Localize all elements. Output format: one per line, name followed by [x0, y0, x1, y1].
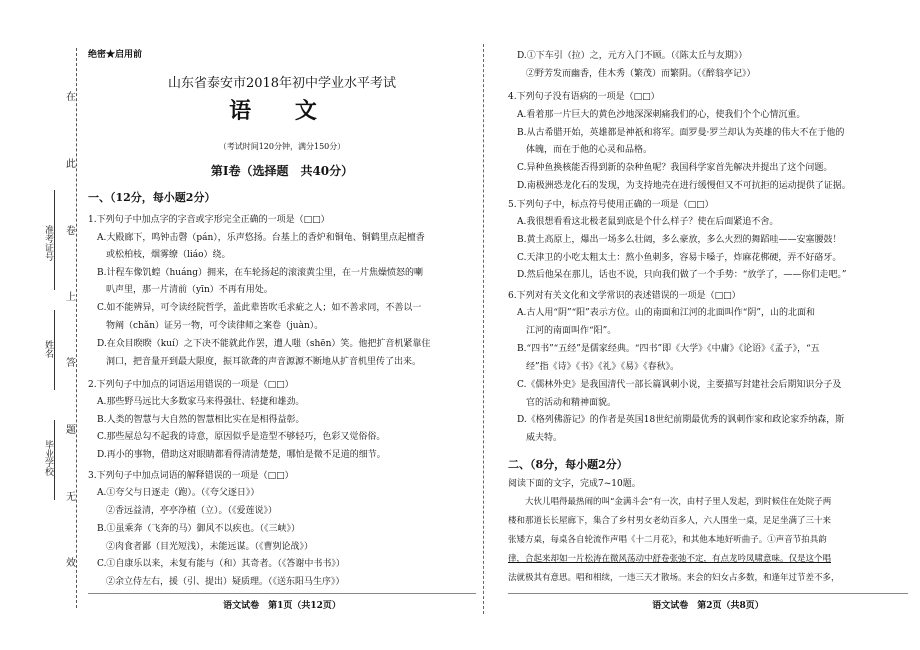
question-line: B.黄土高原上，爆出一场多么壮阔，多么豪放，多么火烈的舞蹈哇——安塞腰鼓！: [508, 235, 842, 245]
part-title: 第Ⅰ卷（选择题 共40分）: [210, 164, 354, 178]
question-line: A.大殿廊下，鸣钟击磬（pán），乐声悠扬。台基上的香炉和铜龟、铜鹤里点起檀香: [88, 233, 425, 243]
question-line: B.计程车像饥蝗（huáng）拥来，在车轮扬起的滚滚黄尘里，在一片焦燥愤怒的喇: [88, 268, 423, 278]
passage-line-underlined: 律，合起来却如一片松涛在微风荡动中舒卷张弛不定，有点龙吟凤啸意味。仅是这个唱: [508, 554, 832, 564]
question-line: 3.下列句子中加点词语的解释错误的一项是（□□）: [88, 471, 294, 481]
passage-line: 大伙儿唱得最热闹的叫“金满斗会”有一次，由村子里人发起，到时候住在处院子两: [508, 497, 832, 507]
footer-rule: [88, 593, 476, 594]
question-line: 6.下列对有关文化和文学常识的表述错误的一项是（□□）: [508, 291, 741, 301]
section-1-heading: 一、（12分，每小题2分）: [88, 191, 216, 204]
question-line: 体魄，而在于他的心灵和品格。: [508, 145, 653, 155]
margin-char: 此: [66, 159, 76, 170]
exam-id-field[interactable]: [54, 190, 55, 290]
binding-margin: [0, 0, 88, 650]
name-label: 姓名: [43, 340, 53, 358]
margin-char: 上: [66, 292, 76, 303]
question-line: A.①夸父与日逐走（跑）。（《夸父逐日》）: [88, 488, 260, 498]
page-left: [88, 0, 476, 650]
question-line: 物阐（chǎn）证另一物，可令读律师之案卷（juàn）。: [88, 321, 324, 331]
question-line: 经”指《诗》《书》《礼》《易》《春秋》。: [508, 362, 680, 372]
page-right: [508, 0, 908, 650]
question-line: D.在众目睽睽（kuí）之下决不能就此作罢，遭人嗤（shēn）笑。他把扩音机紧靠住: [88, 339, 431, 349]
name-field[interactable]: [54, 310, 55, 390]
question-line: C.《儒林外史》是我国清代一部长篇讽刺小说，主要描写封建社会后期知识分子及: [508, 380, 842, 390]
passage-line: 法就极其有意思。唱和相续，一违三天才散场。来会的妇女占多数，和逢年过节差不多，: [508, 573, 840, 583]
question-line: B.“四书”“五经”是儒家经典。“四书”即《大学》《中庸》《论语》《孟子》，“五: [508, 344, 820, 354]
question-line: D.然后他呆在那儿，话也不说，只向我们做了一个手势：“放学了，——你们走吧。”: [508, 270, 847, 280]
margin-char: 效: [66, 558, 76, 569]
page-divider: [483, 44, 484, 614]
exam-title: 山东省泰安市2018年初中学业水平考试: [167, 76, 397, 91]
question-line: 2.下列句子中加点的词语运用错误的一项是（□□）: [88, 380, 294, 390]
margin-char: 卷: [66, 226, 76, 237]
school-field[interactable]: [54, 420, 55, 500]
question-line: D.①下车引（拉）之，元方入门不顾。（《陈太丘与友期》）: [508, 51, 748, 61]
secret-mark: 绝密★启用前: [88, 50, 143, 60]
exam-id-label: 准考证号: [43, 225, 53, 261]
question-line: D.再小的事物，借助这对眼睛都看得清清楚楚，哪怕是微不足道的细节。: [88, 450, 386, 460]
exam-note: （考试时间120分钟，满分150分）: [218, 142, 346, 151]
question-line: 洞口，把音量开到最大限度，振耳欲聋的声音源源不断地从扩音机里传了出来。: [88, 357, 422, 367]
page-footer: 语文试卷 第1页（共12页）: [223, 601, 341, 611]
question-line: ②野芳发而幽香，佳木秀（繁茂）而繁阴。（《醉翁亭记》）: [508, 69, 756, 79]
question-line: B.①虽乘奔（飞奔的马）御风不以疾也。（《三峡》）: [88, 524, 300, 534]
margin-char: 答: [66, 358, 76, 369]
question-line: 或松柏枝，烟雾缭（liáo）绕。: [88, 250, 231, 260]
question-line: B.人类的智慧与大自然的智慧相比实在是相得益彰。: [88, 415, 305, 425]
question-line: D.《格列佛游记》的作者是英国18世纪前期最优秀的讽刺作家和政论家乔纳森，斯: [508, 415, 845, 425]
question-line: C.异种鱼换核能否得到新的杂种鱼呢？我国科学家首先解决并提出了这个问题。: [508, 163, 833, 173]
question-line: D.南极洲恐龙化石的发现，为支持地壳在进行缓慢但又不可抗拒的运动提供了证据。: [508, 181, 851, 191]
margin-char: 在: [66, 92, 76, 103]
question-line: 叭声里，那一片清前（yīn）不再有用处。: [88, 285, 273, 295]
question-line: 江河的南面叫作“阳”。: [508, 326, 617, 336]
question-line: B.从古希腊开始，英雄都是神祇和将军。面罗曼·罗兰却认为英雄的伟大不在于他的: [508, 128, 845, 138]
school-label: 毕业学校: [43, 440, 53, 476]
question-line: 威夫特。: [508, 433, 563, 443]
question-line: 5.下列句子中，标点符号使用正确的一项是（□□）: [508, 200, 714, 210]
question-line: 4.下列句子没有语病的一项是（□□）: [508, 92, 660, 102]
question-line: C.天津卫的小吃太粗太土：熬小鱼刺多，容易卡嗓子，炸麻花梆硬，弄不好硌牙。: [508, 253, 842, 263]
margin-char: 无: [66, 492, 76, 503]
question-line: ②肉食者鄙（目光短浅），未能远谋。（《曹刿论战》）: [88, 542, 314, 552]
question-line: C.如不能辨异，可令读经院哲学，盖此辈皆吹毛求疵之人；如不善求同，不善以一: [88, 303, 422, 313]
question-line: 官的活动和精神面貌。: [508, 398, 617, 408]
subject-title: 语 文: [229, 98, 335, 124]
passage-intro: 阅读下面的文字，完成7~10题。: [508, 479, 641, 489]
binding-dashed-line: [76, 48, 77, 608]
question-line: A.古人用“阴”“阳”表示方位。山的南面和江河的北面叫作“阴”，山的北面和: [508, 308, 815, 318]
passage-line: 张矮方桌，每桌各自轮流作声唱《十二月花》，和其他本地好听曲子。①声音节拍具韵: [508, 535, 827, 545]
question-line: ②余立侍左右，援（引、提出）疑质理。（《送东阳马生序》）: [88, 577, 345, 587]
question-line: C.①自康乐以来，未复有能与（和）其奇者。（《答谢中书书》）: [88, 559, 345, 569]
question-line: A.我很想看看这北极老鼠到底是个什么样子？使在后面紧追不舍。: [508, 217, 779, 227]
question-line: A.那些野马远比大多数家马来得强壮、轻捷和雄劲。: [88, 397, 305, 407]
margin-char: 题: [66, 425, 76, 436]
page-footer: 语文试卷 第2页（共8页）: [652, 601, 764, 611]
question-line: C.那些屋总勾不起我的诗意，原因似乎是造型不够轻巧，色彩又觉俗俗。: [88, 432, 386, 442]
section-2-heading: 二、（8分，每小题2分）: [508, 458, 628, 471]
question-line: 1.下列句子中加点字的字音或字形完全正确的一项是（□□）: [88, 215, 330, 225]
question-line: A.看着那一片巨大的黄色沙地深深刺痛我们的心，使我们个个心情沉重。: [508, 110, 806, 120]
question-line: ②香远益清，亭亭净植（立）。（《爱莲说》）: [88, 506, 278, 516]
footer-rule: [508, 593, 908, 594]
passage-line: 楼和那道长长屋廊下，集合了乡村男女老幼百多人，六人围坐一桌，足足坐满了三十来: [508, 516, 832, 526]
